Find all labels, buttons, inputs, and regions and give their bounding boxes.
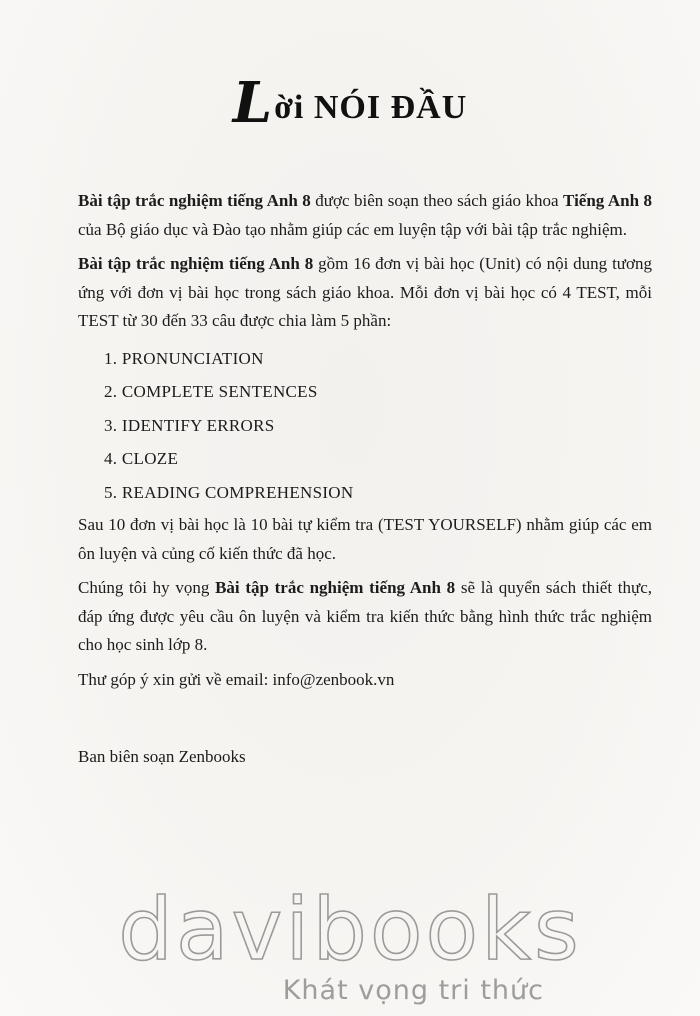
page-title xyxy=(0,70,700,136)
preface-body xyxy=(78,187,652,700)
watermark-tagline: Khát vọng tri thức xyxy=(282,975,544,1006)
list-item: 1. PRONUNCIATION xyxy=(104,348,264,368)
paragraph-text: Chúng tôi hy vọng xyxy=(78,578,216,597)
title-text: ời NÓI ĐẦU xyxy=(274,89,468,126)
paragraph-hope xyxy=(78,574,652,660)
paragraph-text: của Bộ giáo dục và Đào tạo nhằm giúp các em luyện tập với bài tập trắc nghiệm. xyxy=(78,219,628,239)
paragraph-text: được biên soạn theo sách giáo khoa xyxy=(310,191,564,210)
watermark-logo: davibooks xyxy=(118,880,582,980)
paragraph-test-yourself: Sau 10 đơn vị bài học là 10 bài tự kiểm tra (TEST YOURSELF) nhằm giúp các em ôn luyện và củng cố kiến thức đã học. xyxy=(78,515,652,563)
paragraph-structure xyxy=(78,250,652,336)
paragraph-text: sẽ là quyển sách thiết thực, đáp ứng được yêu cầu ôn luyện và kiểm tra kiến thức bằng hình thức trắc nghiệm cho học sinh lớp 8. xyxy=(78,578,652,654)
list-item: 3. IDENTIFY ERRORS xyxy=(104,415,275,435)
list-item: 2. COMPLETE SENTENCES xyxy=(104,382,318,401)
paragraph-text: gồm 16 đơn vị bài học (Unit) có nội dung tương ứng với đơn vị bài học trong sách giáo khoa. Mỗi đơn vị bài học có 4 TEST, mỗi TEST từ 30 đến 33 câu được chia làm 5 phần: xyxy=(78,254,652,330)
list-item: 5. READING COMPREHENSION xyxy=(104,482,354,502)
paragraph-intro xyxy=(78,187,652,244)
section-list xyxy=(78,342,652,510)
signature-line: Ban biên soạn Zenbooks xyxy=(78,747,246,766)
paragraph-email: Thư góp ý xin gửi về email: info@zenbook.vn xyxy=(78,669,395,689)
book-name-bold: Bài tập trắc nghiệm tiếng Anh 8 xyxy=(215,578,456,597)
textbook-name-bold: Tiếng Anh 8 xyxy=(563,191,653,210)
title-decorative-initial: L xyxy=(232,70,274,136)
book-name-bold: Bài tập trắc nghiệm tiếng Anh 8 xyxy=(78,191,311,210)
list-item: 4. CLOZE xyxy=(104,449,179,468)
book-name-bold: Bài tập trắc nghiệm tiếng Anh 8 xyxy=(78,254,314,273)
